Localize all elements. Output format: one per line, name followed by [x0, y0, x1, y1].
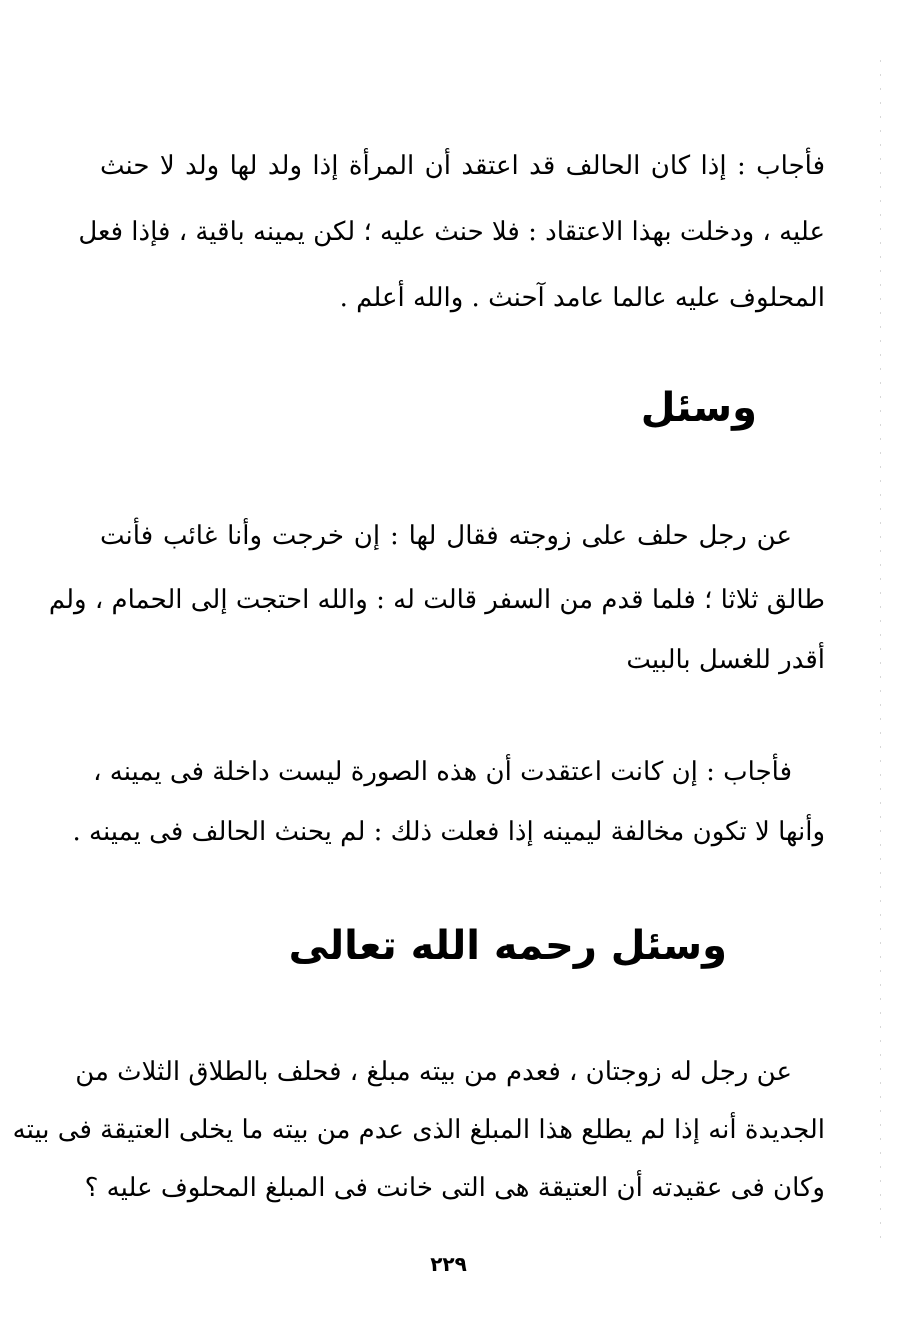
paragraph-line: الجديدة أنه إذا لم يطلع هذا المبلغ الذى عدم من بيته ما يخلى العتيقة فى بيته: [12, 1115, 825, 1145]
paragraph-line: المحلوف عليه عالما عامد آحنث . والله أعلم .: [339, 283, 825, 313]
section-heading: وسئل: [640, 385, 757, 431]
paragraph-line: عن رجل له زوجتان ، فعدم من بيته مبلغ ، فحلف بالطلاق الثلاث من: [75, 1057, 792, 1087]
paragraph-line: وكان فى عقيدته أن العتيقة هى التى خانت فى المبلغ المحلوف عليه ؟: [84, 1173, 825, 1203]
paragraph-line: وأنها لا تكون مخالفة ليمينه إذا فعلت ذلك : لم يحنث الحالف فى يمينه .: [72, 817, 825, 847]
paragraph-line: فأجاب : إذا كان الحالف قد اعتقد أن المرأة إذا ولد لها ولد لا حنث: [100, 151, 825, 181]
paragraph-line: عن رجل حلف على زوجته فقال لها : إن خرجت وأنا غائب فأنت: [100, 521, 792, 551]
paragraph-line: طالق ثلاثا ؛ فلما قدم من السفر قالت له : والله احتجت إلى الحمام ، ولم: [48, 585, 825, 615]
paragraph-line: عليه ، ودخلت بهذا الاعتقاد : فلا حنث عليه ؛ لكن يمينه باقية ، فإذا فعل: [78, 217, 825, 247]
paragraph-line: فأجاب : إن كانت اعتقدت أن هذه الصورة ليست داخلة فى يمينه ،: [93, 757, 792, 787]
paragraph-line: أقدر للغسل بالبيت: [626, 645, 825, 675]
section-heading: وسئل رحمه الله تعالى: [288, 923, 727, 969]
page-edge-mark: [880, 60, 881, 1240]
page-number: ٢٢٩: [430, 1252, 467, 1276]
